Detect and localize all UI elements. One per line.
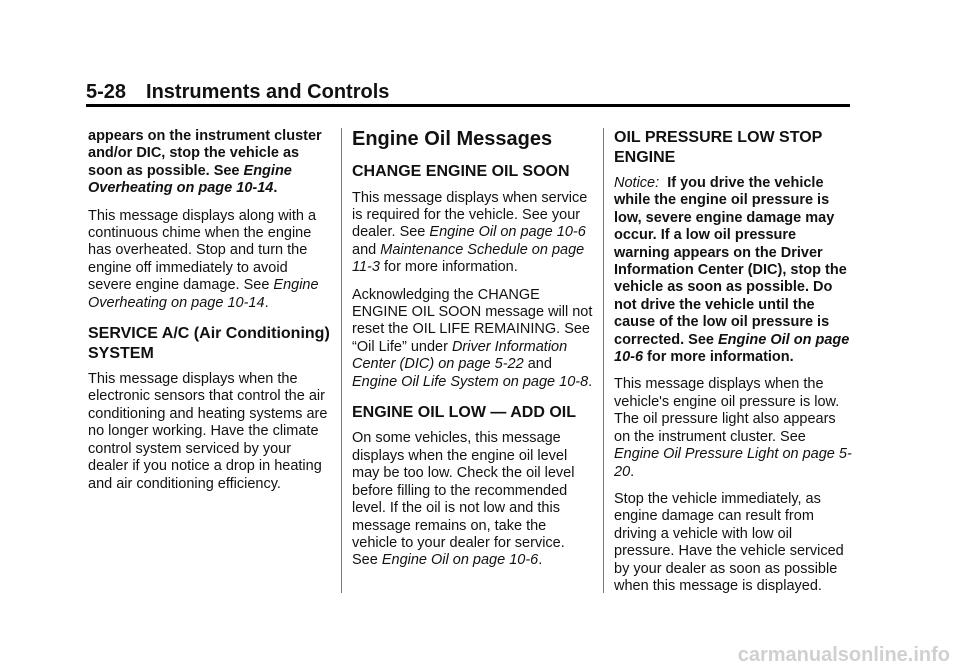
link-engine-oil-life[interactable]: Engine Oil Life System on page 10-8 <box>352 373 589 390</box>
paragraph-change-oil: This message displays when service is required for the vehicle. See your dealer. See Engine Oil on page 10-6 and Maintenance Schedule on page 11-3 for more information. <box>352 189 588 276</box>
column-divider-2 <box>603 128 604 593</box>
link-engine-overheating-2[interactable]: Engine Overheating on page 10-14 <box>88 277 319 311</box>
paragraph-oil-low: On some vehicles, this message displays when the engine oil level may be too low. Check the oil level before filling to the recommended level. If the oil is not low and this message remains on, take the vehicle to your dealer for service. See Engine Oil on page 10-6. <box>352 430 575 569</box>
link-engine-oil-2[interactable]: Engine Oil on page 10-6 <box>381 552 539 569</box>
link-engine-oil-3[interactable]: Engine Oil on page 10-6 <box>614 331 850 366</box>
link-engine-overheating[interactable]: Engine Overheating on page 10-14 <box>88 162 292 197</box>
column-3 <box>614 128 854 605</box>
column-1 <box>88 128 330 503</box>
heading-engine-oil-low: ENGINE OIL LOW — ADD OIL <box>352 403 576 421</box>
watermark: carmanualsonline.info <box>737 644 950 666</box>
header-rule <box>86 104 850 107</box>
link-engine-oil[interactable]: Engine Oil on page 10-6 <box>429 224 586 241</box>
paragraph-pressure-message: This message displays when the vehicle's engine oil pressure is low. The oil pressure light also appears on the instrument cluster. See Engine Oil Pressure Light on page 5-20. <box>614 376 852 480</box>
section-title: Instruments and Controls <box>146 81 390 103</box>
heading-engine-oil-messages: Engine Oil Messages <box>352 128 553 150</box>
paragraph-stop-vehicle: Stop the vehicle immediately, as engine damage can result from driving a vehicle with low oil pressure. Have the vehicle serviced by your dealer as soon as possible when this message is displayed. <box>614 490 844 594</box>
paragraph-acknowledge: Acknowledging the CHANGE ENGINE OIL SOON message will not reset the OIL LIFE REMAINING. See “Oil Life” under Driver Information Center (DIC) on page 5-22 and Engine Oil Life System on page 10-8. <box>352 286 593 390</box>
paragraph-service-ac: This message displays when the electronic sensors that control the air conditioning and heating systems are no longer working. Have the climate control system serviced by your dealer if you notice a drop in heating and air conditioning efficiency. <box>88 371 328 492</box>
link-oil-pressure-light[interactable]: Engine Oil Pressure Light on page 5-20 <box>614 446 852 480</box>
heading-oil-pressure-low: OIL PRESSURE LOW STOP ENGINE <box>614 129 823 166</box>
notice-label: Notice: <box>614 175 660 191</box>
column-2 <box>352 128 594 580</box>
column-divider-1 <box>341 128 342 593</box>
page-number: 5-28 <box>86 81 127 103</box>
heading-change-engine-oil: CHANGE ENGINE OIL SOON <box>352 163 570 180</box>
page-header <box>86 80 850 104</box>
link-dic[interactable]: Driver Information Center (DIC) on page 5-22 <box>352 338 568 373</box>
paragraph-overheat-chime: This message displays along with a continuous chime when the engine has overheated. Stop and turn the engine off immediately to avoid severe engine damage. See Engine Overheating on page 10-14. <box>88 207 319 311</box>
link-maintenance-schedule[interactable]: Maintenance Schedule on page 11-3 <box>352 241 585 276</box>
paragraph-overheat-warning: appears on the instrument cluster and/or DIC, stop the vehicle as soon as possible. See Engine Overheating on page 10-14. <box>88 128 322 197</box>
paragraph-notice: Notice: If you drive the vehicle while the engine oil pressure is low, severe engine damage may occur. If a low oil pressure warning appears on the Driver Information Center (DIC), stop the vehicle as soon as possible. Do not drive the vehicle until the cause of the low oil pressure is corrected. See Engine Oil on page 10-6 for more information. <box>614 175 851 366</box>
heading-service-ac: SERVICE A/C (Air Conditioning) SYSTEM <box>88 325 330 362</box>
